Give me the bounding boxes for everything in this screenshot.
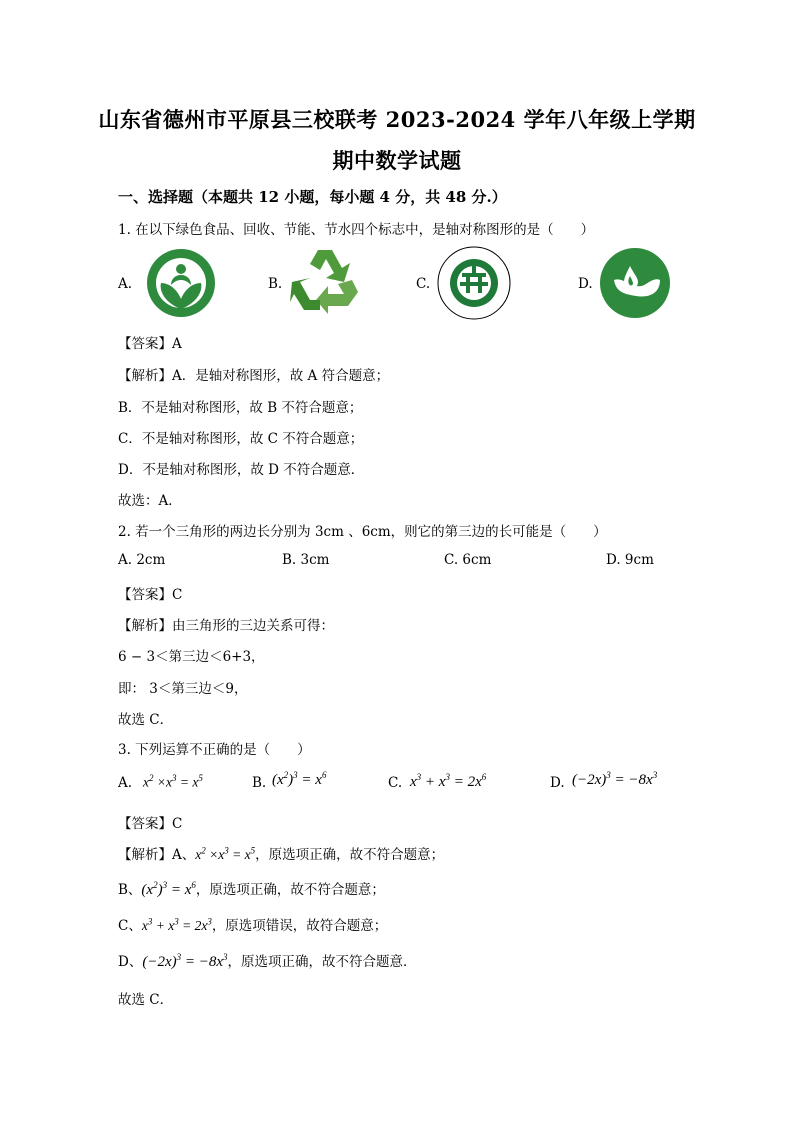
q1-option-c-label: C. bbox=[416, 276, 431, 292]
recycle-logo-icon bbox=[288, 244, 362, 322]
water-saving-logo-icon bbox=[598, 246, 672, 324]
q1-conclusion: 故选：A． bbox=[118, 493, 182, 509]
q1-analysis-line1: 【解析】A．是轴对称图形，故 A 符合题意； bbox=[118, 368, 390, 384]
q2-option-a: A. 2cm bbox=[118, 552, 166, 568]
q3-analysis-suffix-b: ，原选项正确，故不符合题意； bbox=[195, 882, 385, 898]
q2-analysis-line1: 【解析】由三角形的三边关系可得： bbox=[118, 618, 334, 634]
q3-option-c-label: C. bbox=[388, 775, 403, 791]
q3-analysis-line1 bbox=[118, 843, 444, 863]
q3-analysis-formula-a: $x^2 \times x^3 = x^5$ bbox=[195, 845, 256, 862]
q1-option-a-label: A. bbox=[118, 276, 133, 292]
q3-analysis-formula-c: $x^3 + x^3 = 2x^3$ bbox=[141, 916, 212, 933]
q2-analysis-line3: 即： 3＜第三边＜9， bbox=[118, 681, 248, 697]
q3-option-b-formula: $(x^2)^3 = x^6$ bbox=[272, 770, 327, 788]
q2-option-d: D. 9cm bbox=[606, 552, 654, 568]
q3-conclusion: 故选 C． bbox=[118, 992, 174, 1008]
q2-answer: 【答案】C bbox=[118, 587, 183, 603]
q3-analysis-prefix-c: C、 bbox=[118, 918, 142, 934]
q2-option-b: B. 3cm bbox=[282, 552, 330, 568]
q3-option-c-formula: $x^3 + x^3 = 2x^6$ bbox=[410, 772, 487, 790]
q3-option-a-label: A. bbox=[118, 775, 133, 791]
q3-analysis-suffix-a: ，原选项正确，故不符合题意； bbox=[255, 847, 445, 863]
q1-stem: 1. 在以下绿色食品、回收、节能、节水四个标志中，是轴对称图形的是（ ） bbox=[118, 222, 595, 238]
q2-stem: 2. 若一个三角形的两边长分别为 3cm 、6cm，则它的第三边的长可能是（ ） bbox=[118, 524, 607, 540]
q1-analysis-line4: D．不是轴对称图形，故 D 不符合题意． bbox=[118, 462, 365, 478]
q1-analysis-line3: C．不是轴对称图形，故 C 不符合题意； bbox=[118, 431, 364, 447]
q1-option-d-label: D. bbox=[578, 276, 593, 292]
document-title-line2: 期中数学试题 bbox=[332, 148, 462, 173]
q1-analysis-line2: B．不是轴对称图形，故 B 不符合题意； bbox=[118, 400, 363, 416]
q2-option-c: C. 6cm bbox=[444, 552, 492, 568]
q1-option-b-label: B. bbox=[268, 276, 283, 292]
q1-answer: 【答案】A bbox=[118, 336, 182, 352]
q3-option-a-formula: $x^2 \times x^3 = x^5$ bbox=[143, 773, 203, 790]
q3-option-b-label: B. bbox=[252, 775, 267, 791]
energy-saving-logo-icon bbox=[436, 245, 512, 325]
q3-analysis-formula-b: $(x^2)^3 = x^6$ bbox=[141, 880, 196, 898]
q2-analysis-line2: 6 − 3＜第三边＜6+3， bbox=[118, 649, 265, 665]
q3-analysis-suffix-c: ，原选项错误，故符合题意； bbox=[211, 918, 388, 934]
q3-analysis-line4 bbox=[118, 950, 417, 971]
q3-analysis-line2 bbox=[118, 878, 385, 899]
document-title-line1: 山东省德州市平原县三校联考 2023-2024 学年八年级上学期 bbox=[98, 107, 696, 132]
q3-stem: 3. 下列运算不正确的是（ ） bbox=[118, 742, 311, 758]
green-food-logo-icon bbox=[145, 247, 217, 323]
q2-conclusion: 故选 C． bbox=[118, 712, 174, 728]
q3-option-d-formula: $(-2x)^3 = -8x^3$ bbox=[572, 770, 658, 788]
section-heading: 一、选择题（本题共 12 小题，每小题 4 分，共 48 分.） bbox=[118, 188, 507, 206]
q3-answer: 【答案】C bbox=[118, 816, 183, 832]
q3-option-d-label: D. bbox=[550, 775, 565, 791]
q3-analysis-prefix-b: B、 bbox=[118, 882, 142, 898]
q3-analysis-formula-d: $(-2x)^3 = -8x^3$ bbox=[142, 952, 228, 970]
q3-analysis-prefix-a: 【解析】A、 bbox=[118, 847, 196, 863]
q3-analysis-line3 bbox=[118, 914, 387, 934]
q3-analysis-prefix-d: D、 bbox=[118, 954, 143, 970]
q3-analysis-suffix-d: ，原选项正确，故不符合题意． bbox=[227, 954, 417, 970]
